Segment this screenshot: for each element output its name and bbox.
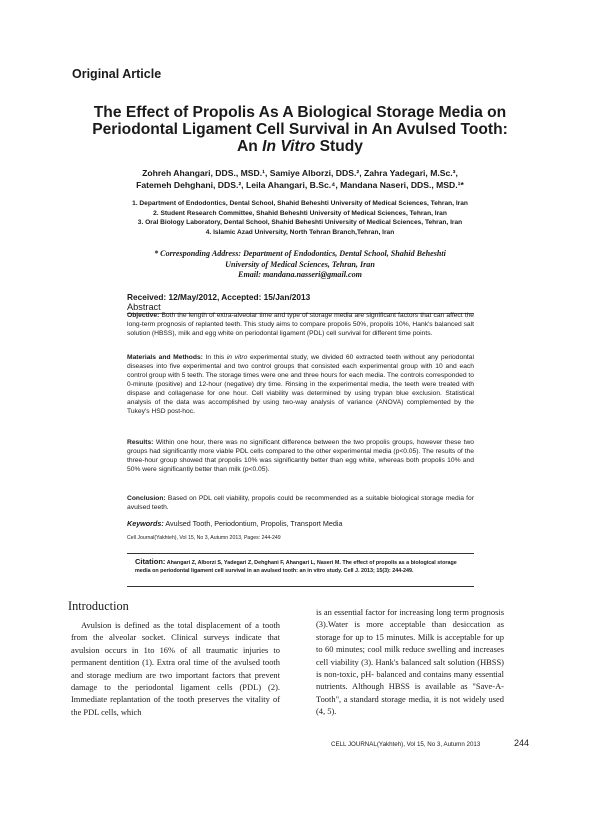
methods-text-post: experimental study, we divided 60 extracted teeth without any periodontal diseases into five experimental and two control groups that consisted each experimental group with 10 and each control group with 5 teeth. The storage times were one and three hours for each media. The controls corresponded to 0-minute (positive) and 12-hour (negative) dry time. Rinsing in the experimental media, the teeth were treated with dispase and collagenase for one hour. Cell viability was determined by using trypan blue exclusion. Statistical analysis of the data was accomplished by using two-way analysis of variance (ANOVA) complemented by the Tukey's HSD post-hoc. (127, 354, 474, 416)
affiliation-4: 4. Islamic Azad University, North Tehran Branch,Tehran, Iran (205, 228, 395, 236)
abstract-heading: Abstract (127, 302, 161, 312)
footer-journal: CELL JOURNAL(Yakhteh), Vol 15, No 3, Autumn 2013 (331, 741, 481, 748)
title-line-3 (60, 138, 540, 155)
affiliation-list (60, 199, 540, 237)
results-label: Results: (127, 439, 154, 446)
conclusion-text: Based on PDL cell viability, propolis could be recommended as a suitable biological storage media for avulsed teeth. (127, 495, 474, 512)
methods-label: Materials and Methods: (127, 354, 203, 361)
article-title (60, 104, 540, 155)
title-line-3-prefix: An (237, 138, 263, 155)
keywords (127, 519, 474, 528)
abstract-methods (127, 353, 474, 416)
citation-text (135, 558, 468, 575)
correspondence-line-1: * Corresponding Address: Department of Endodontics, Dental School, Shahid Beheshti (154, 249, 446, 258)
introduction-right-column (316, 606, 504, 718)
page-number: 244 (514, 738, 530, 748)
conclusion-label: Conclusion: (127, 495, 166, 502)
results-text: Within one hour, there was no significant difference between the two propolis groups, however these two groups had significantly more viable PDL cells compared to the other experimental media (p<0.05). The results of the three-hour group showed that propolis 10% was significantly better than egg white, whereas both propolis 10% and 50% were significantly better than milk (p<0.05). (127, 439, 474, 474)
objective-label: Objective: (127, 312, 160, 319)
keywords-label: Keywords: (127, 519, 164, 528)
correspondence-line-2: University of Medical Sciences, Tehran, Iran (225, 259, 375, 269)
introduction-paragraph-right: is an essential factor for increasing long term prognosis (3).Water is more acceptable than desiccation as storage for up to 15 minutes. Milk is acceptable for up to 60 minutes; cool milk reduce swelling and increases cell viability (3). Hank's balanced salt solution (HBSS) is non-toxic, pH- balanced and contains many essential nutrients. Although HBSS is available as "Save-A- Tooth", a standard storage media, it is not widely used (4, 5). (316, 607, 504, 717)
abstract-objective (127, 311, 474, 338)
methods-text-pre: In this (202, 354, 227, 361)
affiliation-3: 3. Oral Biology Laboratory, Dental School, Shahid Beheshti University of Medical Sciences, Tehran, Iran (137, 219, 463, 227)
title-line-3-suffix: Study (315, 138, 363, 155)
authors-line-1: Zohreh Ahangari, DDS., MSD.¹, Samiye Alborzi, DDS.², Zahra Yadegari, M.Sc.³, (142, 168, 458, 178)
corresponding-address (100, 249, 500, 281)
introduction-paragraph-left: Avulsion is defined as the total displacement of a tooth from the alveolar socket. Clinical surveys indicate that avulsion occurs in 1to 16% of all traumatic injuries to permanent dentition (1). Extra oral time of the avulsed tooth and storage medium are two important factors that prevent damage to the periodontal ligament cells (PDL) (2). Immediate replantation of the tooth preserves the vitality of the PDL cells, which (71, 620, 280, 717)
title-line-1: The Effect of Propolis As A Biological Storage Media on (93, 104, 507, 121)
journal-reference: Cell Journal(Yakhteh), Vol 15, No 3, Autumn 2013, Pages: 244-249 (127, 535, 281, 541)
citation-box (127, 553, 474, 587)
section-label: Original Article (72, 67, 162, 81)
title-line-3-italic: In Vitro (262, 138, 316, 155)
introduction-left-column (71, 619, 280, 718)
received-accepted-dates: Received: 12/May/2012, Accepted: 15/Jan/2013 (127, 292, 311, 302)
authors-line-2: Fatemeh Dehghani, DDS.², Leila Ahangari, B.Sc.⁴, Mandana Naseri, DDS., MSD.¹* (136, 179, 464, 190)
keywords-text: Avulsed Tooth, Periodontium, Propolis, Transport Media (163, 519, 343, 528)
title-line-2: Periodontal Ligament Cell Survival in An Avulsed Tooth: (92, 121, 508, 138)
abstract-conclusion (127, 494, 474, 512)
affiliation-2: 2. Student Research Committee, Shahid Beheshti University of Medical Sciences, Tehran, Iran (153, 209, 447, 217)
citation-label: Citation: (135, 557, 166, 566)
abstract-results (127, 438, 474, 474)
objective-text: Both the length of extra-alveolar time and type of storage media are significant factors that can affect the long-term prognosis of replanted teeth. This study aims to compare propolis 50%, propolis 10%, Hank's balanced salt solution (HBSS), milk and egg white on periodontal ligament (PDL) cell survival for different time points. (127, 312, 474, 338)
methods-text-italic: in vitro (226, 354, 248, 361)
author-list (80, 168, 520, 191)
citation-body: Ahangari Z, Alborzi S, Yadegari Z, Dehghani F, Ahangari L, Naseri M. The effect of propolis as a biological storage media on periodontal ligament cell survival in an avulsed tooth: an in vitro study. Cell J. 2013; 15(3): 244-249. (135, 560, 457, 574)
affiliation-1: 1. Department of Endodontics, Dental School, Shahid Beheshti University of Medical Sciences, Tehran, Iran (132, 200, 468, 207)
introduction-heading: Introduction (68, 599, 129, 613)
correspondence-email: Email: mandana.nasseri@gmail.com (238, 270, 362, 279)
